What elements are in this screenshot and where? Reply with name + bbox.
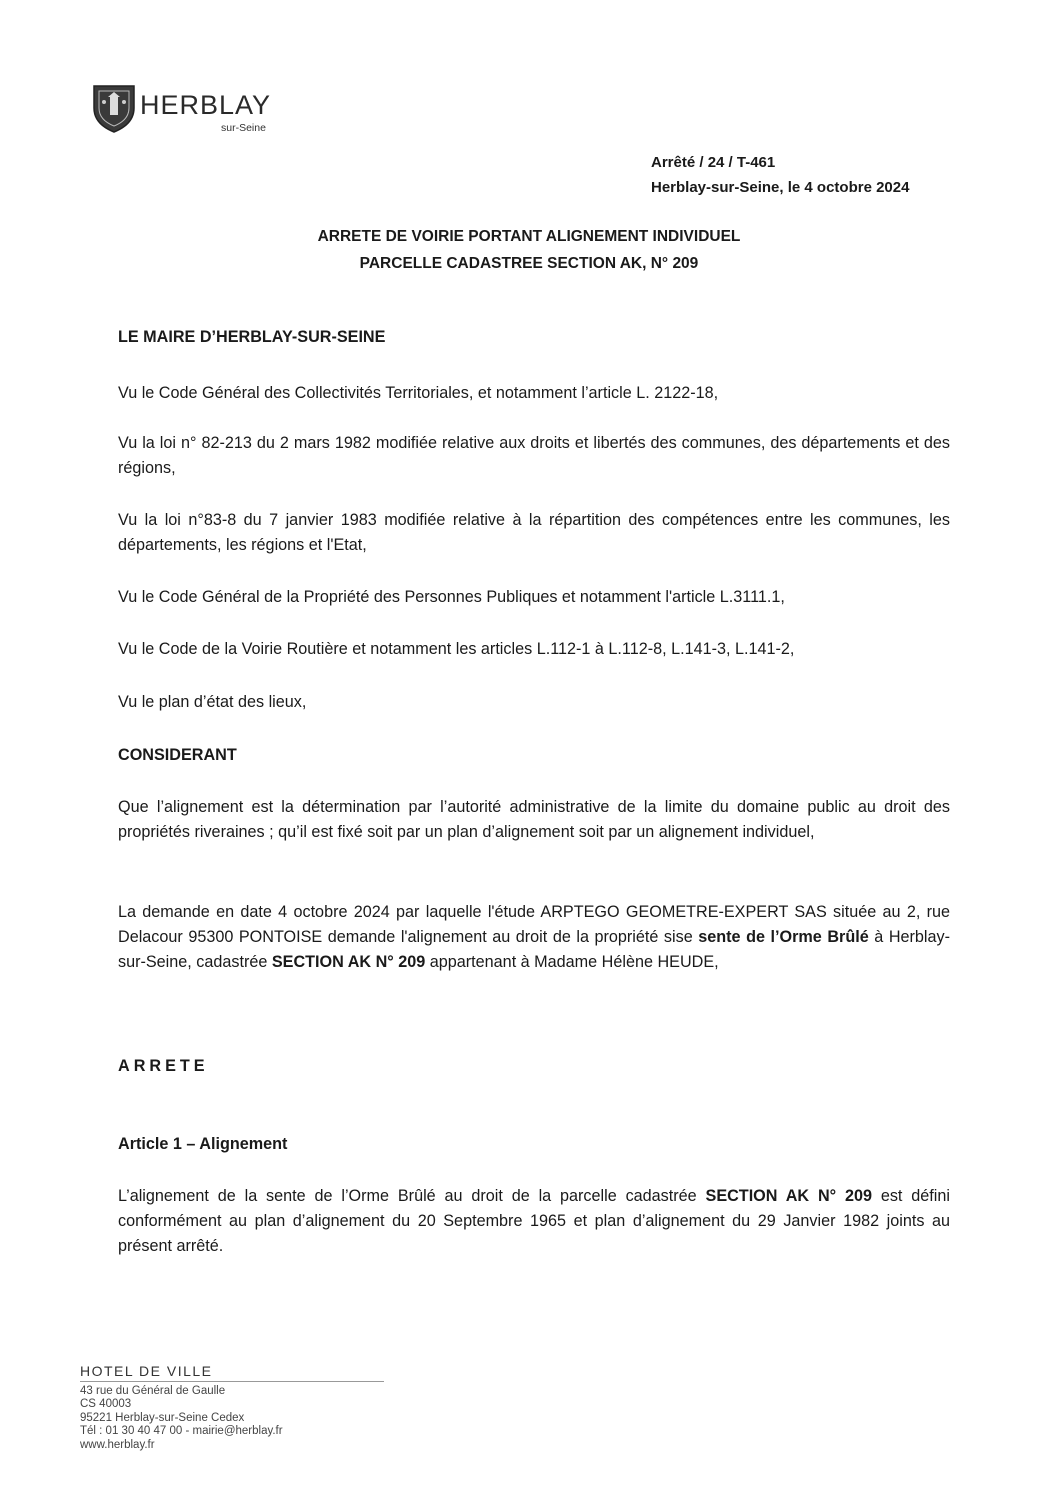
- arrete-heading: ARRETE: [118, 1057, 209, 1075]
- title-line-2: PARCELLE CADASTREE SECTION AK, N° 209: [359, 255, 699, 272]
- vu-loi-82: Vu la loi n° 82-213 du 2 mars 1982 modifiée relative aux droits et libertés des communes, des départements et des régions,: [118, 434, 950, 477]
- considerant-heading: CONSIDERANT: [118, 746, 237, 764]
- cons2-text-e: appartenant à Madame Hélène HEUDE,: [425, 953, 719, 971]
- place-date: Herblay-sur-Seine, le 4 octobre 2024: [651, 179, 910, 196]
- logo-subtitle: sur-Seine: [221, 122, 266, 134]
- vu-cgppp: Vu le Code Général de la Propriété des Personnes Publiques et notamment l'article L.3111.1,: [118, 588, 785, 606]
- cons2-text-c: à Herblay-sur-Seine, cadastrée: [118, 928, 950, 971]
- article1-text-c: est défini conformément au plan d’alignement du 20 Septembre 1965 et plan d’alignement du 29 Janvier 1982 joints au présent arrêté.: [118, 1187, 950, 1255]
- vu-cgct: Vu le Code Général des Collectivités Territoriales, et notamment l’article L. 2122-18,: [118, 384, 719, 402]
- vu-voirie: Vu le Code de la Voirie Routière et notamment les articles L.112-1 à L.112-8, L.141-3, L.141-2,: [118, 640, 795, 658]
- article-1-paragraph: [118, 1184, 950, 1259]
- cons2-parcel: SECTION AK N° 209: [271, 953, 426, 971]
- footer-title: HOTEL DE VILLE: [80, 1365, 384, 1382]
- considerant-paragraph-2: [118, 900, 950, 975]
- footer-address: [80, 1365, 384, 1452]
- footer-line-1: 43 rue du Général de Gaulle: [80, 1384, 226, 1397]
- crest-icon: [88, 82, 140, 134]
- title-line-1: ARRETE DE VOIRIE PORTANT ALIGNEMENT INDIVIDUEL: [317, 228, 741, 245]
- article-1-title: Article 1 – Alignement: [118, 1135, 288, 1153]
- vu-plan: Vu le plan d’état des lieux,: [118, 693, 307, 711]
- vu-loi-83: Vu la loi n°83-8 du 7 janvier 1983 modifiée relative à la répartition des compétences entre les communes, les départements, les régions et l'Etat,: [118, 511, 950, 554]
- reference-block: [651, 150, 909, 200]
- article1-parcel: SECTION AK N° 209: [705, 1187, 872, 1205]
- cons2-text-a: La demande en date 4 octobre 2024 par laquelle l'étude ARPTEGO GEOMETRE-EXPERT SAS située au 2, rue Delacour 95300 PONTOISE demande l'alignement au droit de la propriété sise: [118, 903, 950, 946]
- herblay-logo: [88, 82, 308, 142]
- footer-line-3: 95221 Herblay-sur-Seine Cedex: [80, 1411, 245, 1424]
- cons2-address: sente de l’Orme Brûlé: [698, 928, 869, 946]
- document-title: [0, 223, 1058, 277]
- logo-name: HERBLAY: [140, 90, 272, 120]
- article1-text-a: L’alignement de la sente de l’Orme Brûlé au droit de la parcelle cadastrée: [118, 1187, 706, 1205]
- mayor-heading: LE MAIRE D’HERBLAY-SUR-SEINE: [118, 328, 386, 346]
- footer-line-2: CS 40003: [80, 1398, 132, 1410]
- considerant-paragraph-1: Que l’alignement est la détermination par l’autorité administrative de la limite du domaine public au droit des propriétés riveraines ; qu’il est fixé soit par un plan d’alignement soit par un alignement individuel,: [118, 798, 950, 841]
- ref-number: Arrêté / 24 / T-461: [651, 154, 776, 171]
- footer-line-4: Tél : 01 30 40 47 00 - mairie@herblay.fr: [80, 1425, 283, 1437]
- footer-line-5: www.herblay.fr: [80, 1438, 155, 1451]
